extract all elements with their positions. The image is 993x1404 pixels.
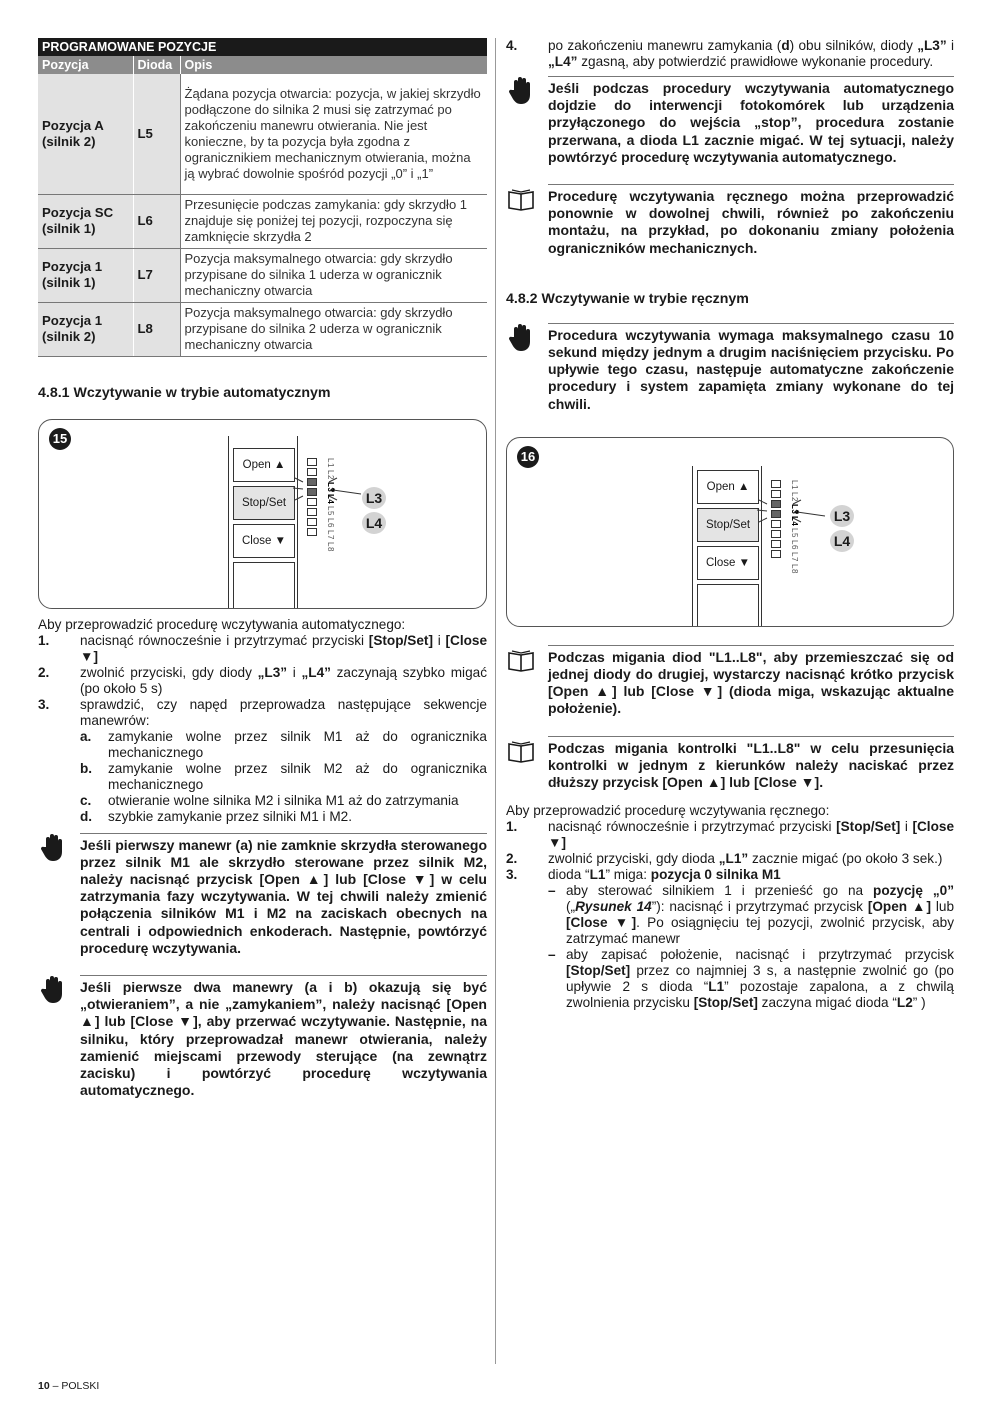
left-column	[38, 38, 487, 1099]
table-row	[38, 248, 487, 302]
step-number: 3.	[506, 867, 518, 883]
step-text: i	[900, 819, 913, 835]
figure-16	[506, 437, 954, 627]
note-text: Procedurę wczytywania ręcznego można przeprowadzić ponownie w dowolnej chwili, również po zakończeniu montażu, na przykład, po dokonaniu zmiany położenia ograniczników mechanicznych.	[548, 184, 954, 257]
step-text: aby sterować silnikiem 1 i przenieść go na	[566, 883, 874, 899]
table-row	[38, 74, 487, 194]
positions-table	[38, 38, 487, 357]
step-key: [Stop/Set]	[836, 819, 901, 835]
figure-ref: Rysunek 14	[575, 899, 652, 915]
step-text: ” )	[912, 995, 926, 1011]
step-key: L1	[708, 979, 725, 995]
sub-number: c.	[80, 792, 92, 808]
led-label: L5	[326, 505, 335, 516]
callout-l4: L4	[830, 530, 854, 552]
step-key: [Stop/Set]	[566, 963, 631, 979]
note-text: Procedura wczytywania wymaga maksymalnego czasu 10 sekund między jednym a drugim naciśnięciem przycisku. Po upływie tego czasu, następuje automatyczne zakończenie procedury i system zapamięta zmiany wykonane do tej chwili.	[548, 323, 954, 413]
row-position: Pozycja A (silnik 2)	[38, 74, 133, 194]
warning-note-5	[506, 323, 954, 413]
step-key: [Close ▼]	[548, 819, 954, 851]
row-desc: Przesunięcie podczas zamykania: gdy skrzydło 1 znajduje się poniżej tej pozycji, rozpoczyna się zamknięcie skrzydła 2	[180, 194, 487, 248]
note-text: Jeśli podczas procedury wczytywania automatycznego dojdzie do interwencji fotokomórek lub urządzenia przyłączonego do wejścia „stop”, procedura zostanie przerwana, a dioda L1 zacznie migać. W tej sytuacji, należy powtórzyć procedurę wczytywania automatycznego.	[548, 76, 954, 166]
table-row	[38, 302, 487, 356]
close-button[interactable]: Close ▼	[233, 524, 295, 558]
step-key: [Close ▼]	[80, 632, 488, 664]
step-text: zwolnić przyciski, gdy diody	[80, 664, 258, 680]
list-item	[506, 819, 954, 851]
led-indicator	[771, 540, 781, 548]
list-item	[80, 793, 487, 809]
step-text: ” pozostaje zapalona, a z chwilą zwolnienia przycisku	[566, 979, 954, 1011]
figure-number: 16	[517, 446, 539, 468]
list-item	[80, 809, 487, 825]
list-item	[548, 883, 954, 947]
led-label: L7	[326, 529, 335, 540]
step-number: 1.	[506, 819, 518, 835]
sub-number: a.	[80, 728, 92, 744]
note-text: Jeśli pierwszy manewr (a) nie zamknie skrzydła sterowanego przez silnik M1 ale skrzydło sterowane przez silnik M2, należy nacisnąć przycisk [Open ▲] lub [Close ▼] w celu zatrzymania fazy wczytywania. W tej chwili należy zmienić połączenia silników M1 i M2 na zaciskach obecnych na centrali i odpowiednich enkoderach. Następnie, powtórzyć procedurę wczytywania.	[80, 833, 487, 957]
list-item	[506, 38, 954, 70]
footer-language: POLSKI	[61, 1380, 100, 1392]
step-text: zwolnić przyciski, gdy dioda	[548, 851, 719, 867]
led-label: L7	[790, 551, 799, 562]
list-item	[38, 633, 487, 665]
step-number: 3.	[38, 696, 50, 712]
list-item	[38, 697, 487, 825]
note-text: Podczas migania diod "L1..L8", aby przemieszczać się od jednej diody do drugiej, wystarczy nacisnąć krótko przycisk [Open ▲] lub [Close ▼] (dioda miga, wskazując aktualne położenie).	[548, 645, 954, 718]
note-text: Jeśli pierwsze dwa manewry (a i b) okazują się być „otwieraniem”, a nie „zamykaniem”, należy nacisnąć [Open ▲] lub [Close ▼], aby przerwać wczytywanie. Następnie, na silniku, który przeprowadzał manewr otwierania, należy zamienić miejscami przewody sterujące (na zewnątrz zacisku) i powtórzyć procedurę wczytywania automatycznego.	[80, 975, 487, 1099]
table-title: PROGRAMOWANE POZYCJE	[38, 38, 487, 56]
section-heading-481: 4.8.1 Wczytywanie w trybie automatycznym	[38, 384, 331, 401]
row-position: Pozycja 1 (silnik 1)	[38, 248, 133, 302]
dash-bullet: –	[548, 883, 556, 899]
book-icon	[506, 736, 536, 766]
step-key: „L3”	[257, 664, 288, 680]
list-item	[506, 867, 954, 1011]
led-indicator	[771, 550, 781, 558]
sub-steps	[80, 729, 487, 825]
dash-list	[548, 883, 954, 1011]
led-label: L4	[326, 493, 335, 504]
step-key: [Stop/Set]	[368, 632, 433, 648]
footer-sep: –	[49, 1380, 62, 1392]
list-item	[548, 947, 954, 1011]
step-number: 2.	[38, 664, 50, 680]
hand-stop-icon	[38, 975, 68, 1005]
open-button[interactable]: Open ▲	[233, 448, 295, 482]
hand-stop-icon	[506, 323, 536, 353]
hand-stop-icon	[506, 76, 536, 106]
stop-set-button[interactable]: Stop/Set	[233, 486, 295, 520]
step-key: L2	[896, 995, 913, 1011]
book-icon	[506, 184, 536, 214]
step-text: nacisnąć równocześnie i przytrzymać przyciski	[80, 632, 369, 648]
stop-set-button[interactable]: Stop/Set	[697, 508, 759, 542]
step-key: [Open ▲]	[867, 899, 932, 915]
warning-note-3	[506, 76, 954, 166]
col-header-position: Pozycja	[38, 56, 133, 74]
step-key: d	[781, 38, 790, 53]
step-text: lub	[931, 899, 955, 915]
row-desc: Pozycja maksymalnego otwarcia: gdy skrzydło przypisane do silnika 2 uderza w ogranicznik mechaniczny otwarcia	[180, 302, 487, 356]
step-key: L1	[589, 867, 606, 883]
auto-steps-cont	[506, 38, 954, 70]
section-heading-482: 4.8.2 Wczytywanie w trybie ręcznym	[506, 290, 749, 307]
col-header-desc: Opis	[180, 56, 487, 74]
step-key: pozycję „0”	[873, 883, 954, 899]
callout-l3: L3	[362, 487, 386, 509]
close-button[interactable]: Close ▼	[697, 546, 759, 580]
dash-bullet: –	[548, 947, 556, 963]
sub-text: zamykanie wolne przez silnik M2 aż do ogranicznika mechanicznego	[108, 760, 487, 792]
row-desc: Żądana pozycja otwarcia: pozycja, w jakiej skrzydło podłączone do silnika 2 musi się zatrzymać po zakończeniu manewru otwierania. Nie jest konieczne, by ta pozycja była zgodna z ogranicznikiem mechanicznym otwierania, można ją wybrać dowolnie spośród pozycji „0” i „1”	[180, 74, 487, 194]
info-note-4	[506, 184, 954, 257]
info-note-6	[506, 645, 954, 718]
led-label: L2	[326, 469, 335, 480]
led-label: L5	[790, 527, 799, 538]
step-text: ” miga:	[605, 867, 651, 883]
step-text: aby zapisać położenie, nacisnąć i przytrzymać przycisk	[566, 947, 954, 963]
list-item	[506, 851, 954, 867]
step-text: po zakończeniu manewru zamykania (	[548, 38, 782, 53]
step-text: zacznie migać (po około 3 sek.)	[748, 851, 943, 867]
step-text: . Po osiągnięciu tej pozycji, zwolnić przycisk, aby zatrzymać manewr	[566, 915, 954, 947]
manual-intro: Aby przeprowadzić procedurę wczytywania ręcznego:	[506, 803, 830, 819]
step-text: zaczynają szybko migać (po około 5 s)	[80, 664, 487, 696]
step-text: ) obu silników, diody	[789, 38, 918, 53]
step-text: ”): nacisnąć i przytrzymać przycisk	[651, 899, 868, 915]
led-label: L8	[326, 541, 335, 552]
step-number: 1.	[38, 632, 50, 648]
step-key: „L4”	[548, 54, 578, 69]
auto-intro: Aby przeprowadzić procedurę wczytywania automatycznego:	[38, 616, 406, 632]
row-led: L5	[133, 74, 180, 194]
figure-15	[38, 419, 487, 609]
led-indicator	[771, 480, 781, 488]
page-number: 10	[38, 1380, 50, 1392]
led-label: L8	[790, 563, 799, 574]
led-label: L1	[326, 457, 335, 468]
row-position: Pozycja 1 (silnik 2)	[38, 302, 133, 356]
step-key: „L3”	[917, 38, 947, 53]
step-text: zaczyna migać dioda “	[757, 995, 897, 1011]
row-led: L7	[133, 248, 180, 302]
list-item	[80, 729, 487, 761]
led-indicator	[307, 518, 317, 526]
control-panel	[692, 466, 762, 626]
note-text: Podczas migania kontrolki "L1..L8" w celu przesunięcia kontrolki w jednym z kierunków należy naciskać przez dłuższy przycisk [Open ▲] lub [Close ▼].	[548, 736, 954, 792]
table-row	[38, 194, 487, 248]
step-number: 4.	[506, 38, 518, 53]
step-text: („	[566, 899, 576, 915]
open-button[interactable]: Open ▲	[697, 470, 759, 504]
list-item	[80, 761, 487, 793]
warning-note-1	[38, 833, 487, 957]
callout-l3: L3	[830, 505, 854, 527]
row-desc: Pozycja maksymalnego otwarcia: gdy skrzydło przypisane do silnika 1 uderza w ogranicznik mechaniczny otwarcia	[180, 248, 487, 302]
led-label: L1	[790, 479, 799, 490]
step-key: pozycja 0 silnika M1	[650, 867, 781, 883]
right-column	[506, 38, 954, 1011]
led-label: L2	[790, 491, 799, 502]
callout-l4: L4	[362, 512, 386, 534]
row-led: L8	[133, 302, 180, 356]
led-label: L3	[326, 481, 335, 492]
step-text: i	[432, 632, 446, 648]
info-note-7	[506, 736, 954, 792]
warning-note-2	[38, 975, 487, 1099]
figure-number: 15	[49, 428, 71, 450]
led-label: L6	[790, 539, 799, 550]
step-text: nacisnąć równocześnie i przytrzymać przyciski	[548, 819, 837, 835]
led-label: L6	[326, 517, 335, 528]
row-position: Pozycja SC (silnik 1)	[38, 194, 133, 248]
sub-text: zamykanie wolne przez silnik M1 aż do ogranicznika mechanicznego	[108, 728, 487, 760]
step-text: zgasną, aby potwierdzić prawidłowe wykonanie procedury.	[577, 54, 934, 69]
page-footer	[38, 1378, 99, 1394]
step-key: „L4”	[301, 664, 331, 680]
sub-number: d.	[80, 808, 93, 824]
step-text: i	[287, 664, 302, 680]
list-item	[38, 665, 487, 697]
col-header-led: Dioda	[133, 56, 180, 74]
step-key: „L1”	[718, 851, 749, 867]
control-panel	[228, 436, 298, 608]
blank-button	[233, 562, 295, 608]
sub-text: otwieranie wolne silnika M2 i silnika M1 aż do zatrzymania	[108, 792, 459, 808]
led-indicator	[307, 528, 317, 536]
book-icon	[506, 645, 536, 675]
step-number: 2.	[506, 851, 518, 867]
blank-button	[697, 584, 759, 626]
column-divider	[495, 38, 496, 1364]
sub-number: b.	[80, 760, 93, 776]
manual-steps	[506, 819, 954, 1011]
step-key: [Stop/Set]	[693, 995, 758, 1011]
step-text: sprawdzić, czy napęd przeprowadza następujące sekwencje manewrów:	[80, 696, 487, 728]
led-label: L4	[790, 515, 799, 527]
step-text: i	[946, 38, 954, 53]
step-key: [Close ▼]	[566, 915, 637, 931]
sub-text: szybkie zamykanie przez silniki M1 i M2.	[108, 808, 353, 824]
step-text: przez co najmniej 3 s, a następnie zwolnić go (po upływie 2 s dioda “	[566, 963, 954, 995]
led-label: L3	[790, 503, 799, 515]
auto-steps	[38, 633, 487, 825]
step-text: dioda “	[548, 867, 590, 883]
led-indicator	[307, 458, 317, 466]
hand-stop-icon	[38, 833, 68, 863]
row-led: L6	[133, 194, 180, 248]
led-labels	[322, 458, 334, 558]
led-labels	[786, 480, 798, 580]
